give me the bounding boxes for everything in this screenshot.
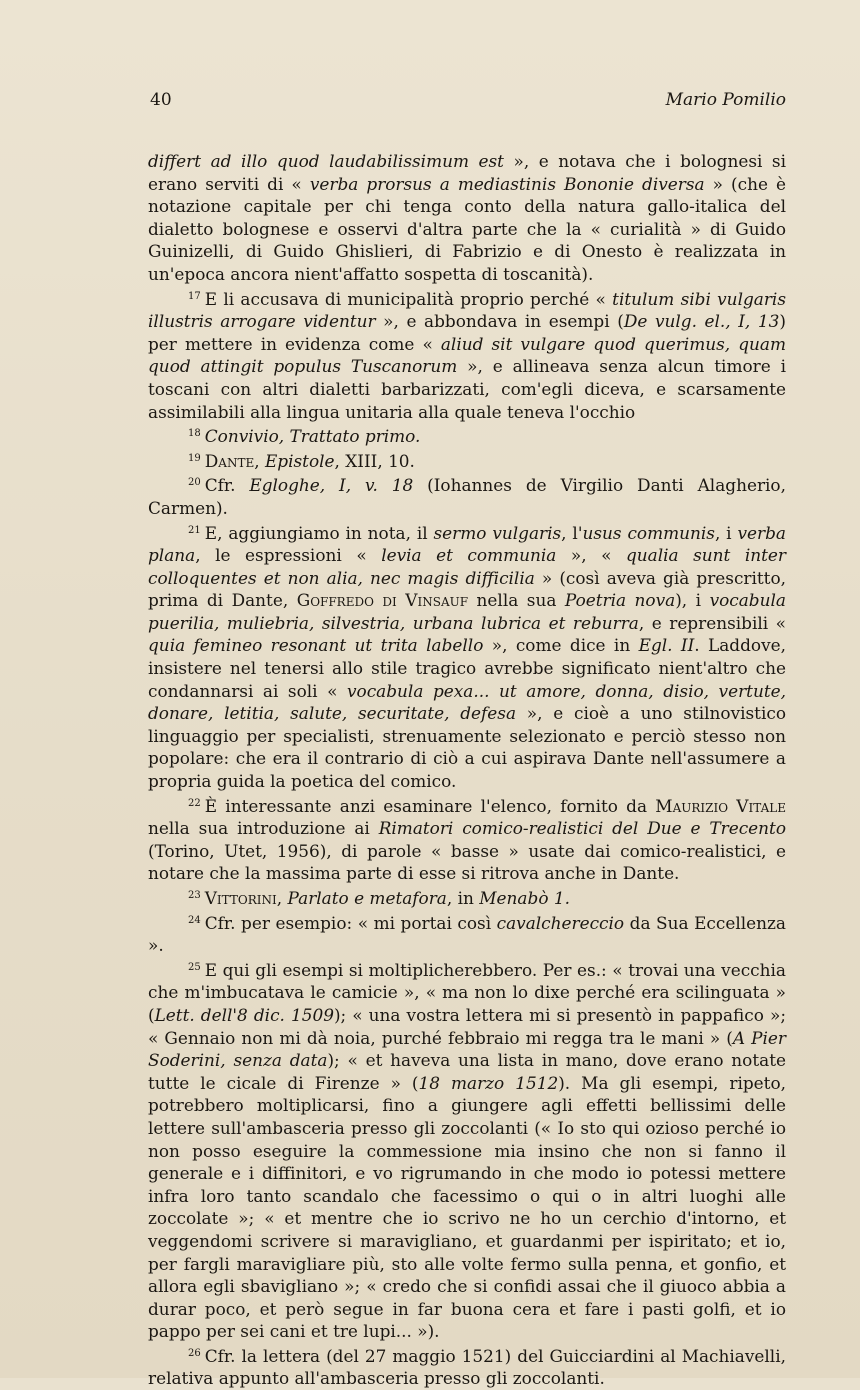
italic-text: levia et communia — [381, 545, 557, 566]
text-run: , e reprensibili « — [638, 612, 786, 633]
italic-text: sermo vulgaris — [433, 522, 562, 543]
italic-text: titulum sibi vulgaris illustris arrogare videntur — [148, 288, 786, 332]
italic-text: Convivio, Trattato primo. — [204, 426, 421, 447]
italic-text: A Pier Soderini, senza data — [148, 1027, 787, 1071]
text-run: Cfr. per esempio: « mi portai così — [204, 912, 497, 933]
italic-text: Egl. II — [638, 635, 695, 656]
footnote-23 — [148, 885, 786, 910]
text-run: » (così aveva già prescritto, prima di Dante, — [148, 567, 786, 611]
footnote-18 — [148, 423, 786, 448]
italic-text: vocabula puerilia, muliebria, silvestria, urbana lubrica et reburra — [148, 590, 786, 633]
text-run: , — [276, 888, 288, 908]
text-run: ). Ma gli esempi, ripeto, potrebbero moltiplicarsi, fino a giungere agli effetti bellissimi delle lettere sull'ambasceria presso gli zoccolanti (« Io sto qui ozioso perché io non posso eseguire la commessione mia insino che non si fanno il generale e i diffinitori, e vo rigrumando in che modo io potessi mettere infra loro tanto scandalo che facessimo o qui o in altri luoghi alle zoccolate »; « et mentre che io scrivo ne ho un cerchio d'intorno, et veggendomi scrivere si maravigliano, et guardanmi per ispiritato; et io, per fargli maravigliare più, sto alle volte fermo sulla penna, et gonfio, et allora egli sbavigliano »; « credo che si confidi assai che il giuoco abbia a durar poco, et però segue in far buona cera et fare i pasti golfi, et io pappo per sei cani et tre lupi... »). — [148, 1072, 786, 1342]
italic-text: verba prorsus a mediastinis Bononie diversa — [309, 173, 705, 194]
footnote-number: 17 — [188, 290, 201, 302]
text-run: , — [254, 450, 265, 471]
italic-text: verba plana — [148, 522, 786, 566]
italic-text: Egloghe, I, v. 18 — [249, 475, 414, 496]
italic-text: aliud sit vulgare quod querimus, quam quod attingit populus Tuscanorum — [148, 333, 786, 377]
footnote-number: 24 — [188, 914, 201, 926]
italic-text: Parlato e metafora — [287, 888, 447, 908]
text-run: », e allineava senza alcun timore i toscani con altri dialetti barbarizzati, com'egli diceva, e scarsamente assimilabili alla lingua unitaria alla quale teneva l'occhio — [148, 356, 786, 422]
italic-text: Rimatori comico-realistici del Due e Trecento — [378, 818, 786, 839]
text-run: (Torino, Utet, 1956), di parole « basse » usate dai comico-realistici, e notare che la massima parte di esse si ritrova anche in Dante. — [148, 840, 786, 884]
text-run: Cfr. la lettera (del 27 maggio 1521) del Guicciardini al Machiavelli, relativa appunto all'ambasceria presso gli zoccolanti. — [148, 1345, 786, 1389]
italic-text: 18 marzo 1512 — [418, 1072, 559, 1093]
text-run: ), i — [675, 590, 710, 611]
italic-text: cavalchereccio — [496, 912, 625, 933]
text-run: , XIII, 10. — [334, 450, 415, 471]
footnote-21 — [148, 520, 786, 793]
text-run: ); « una vostra lettera mi si presentò in pappafico »; « Gennaio non mi dà noia, purché febbraio mi regga tra le mani » ( — [148, 1004, 787, 1048]
text-run: , le espressioni « — [195, 545, 382, 566]
text-run: ) per mettere in evidenza come « — [148, 311, 786, 354]
footnote-20 — [148, 472, 786, 519]
italic-text: De vulg. el., I, 13 — [623, 311, 780, 332]
page-number: 40 — [150, 90, 172, 110]
text-run: », e cioè a uno stilnovistico linguaggio per specialisti, strenuamente selezionato e perciò stesso non popolare: che era il contrario di ciò a cui aspirava Dante nell'assumere a propria guida la poetica del comico. — [148, 703, 786, 792]
note-continuation — [148, 150, 786, 286]
footnote-26 — [148, 1343, 786, 1390]
author-name: Maurizio Vitale — [655, 795, 786, 816]
text-run: (Iohannes de Virgilio Danti Alagherio, Carmen). — [148, 475, 786, 518]
running-head-author: Mario Pomilio — [665, 90, 786, 110]
footnote-number: 18 — [188, 428, 201, 440]
text-run: , in — [446, 888, 480, 908]
text-run: » (che è notazione capitale per chi tenga conto della natura gallo-italica del dialetto bolognese e osservi d'altra parte che la « curialità » di Guido Guinizelli, di Guido Ghislieri, di Fabrizio e di Onesto è realizzata in un'epoca ancora nient'affatto sospetta di toscanità). — [148, 173, 786, 284]
italic-text: Epistole — [264, 450, 335, 471]
footnote-number: 20 — [188, 477, 201, 489]
author-name: Dante — [204, 450, 255, 471]
text-run: », e notava che i bolognesi si erano serviti di « — [148, 151, 786, 194]
italic-text: Poetria nova — [564, 590, 676, 611]
footnote-number: 26 — [188, 1347, 201, 1359]
text-run: », come dice in — [483, 635, 639, 656]
text-run: E li accusava di municipalità proprio perché « — [204, 288, 613, 309]
text-run: E, aggiungiamo in nota, il — [204, 522, 434, 543]
footnote-number: 19 — [188, 452, 201, 464]
text-run: ); « et haveva una lista in mano, dove erano notate tutte le cicale di Firenze » ( — [148, 1050, 786, 1093]
footnote-number: 25 — [188, 961, 201, 973]
footnote-number: 21 — [188, 524, 201, 536]
text-run: , l' — [561, 522, 583, 543]
footnote-number: 22 — [188, 797, 201, 809]
footnotes-body — [148, 150, 786, 1390]
text-run: E qui gli esempi si moltiplicherebbero. Per es.: « trovai una vecchia che m'imbucatava le camicie », « ma non lo dixe perché era scilinguata » ( — [148, 959, 786, 1025]
italic-text: quia femineo resonant ut trita labello — [148, 635, 484, 656]
author-name: Goffredo di Vinsauf — [296, 590, 469, 611]
text-run: », e abbondava in esempi ( — [375, 311, 624, 332]
footnote-22 — [148, 793, 786, 885]
text-run: Cfr. — [204, 475, 250, 496]
footnote-24 — [148, 910, 786, 957]
italic-text: differt ad illo quod laudabilissimum est — [148, 151, 504, 171]
italic-text: Lett. dell'8 dic. 1509 — [154, 1004, 334, 1025]
footnote-17 — [148, 286, 786, 424]
italic-text: vocabula pexa... ut amore, donna, disio, vertute, donare, letitia, salute, securitate, defesa — [148, 680, 786, 724]
text-run: », « — [556, 545, 626, 566]
italic-text: usus communis — [582, 522, 715, 543]
text-run: da Sua Eccellenza ». — [148, 912, 786, 956]
italic-text: Menabò 1. — [479, 888, 570, 908]
text-run: È interessante anzi esaminare l'elenco, fornito da — [204, 795, 656, 816]
footnote-25 — [148, 957, 786, 1343]
text-run: . Laddove, insistere nel tenersi allo stile tragico avrebbe significato nient'altro che condannarsi ai soli « — [148, 635, 787, 701]
italic-text: qualia sunt inter colloquentes et non alia, nec magis difficilia — [148, 545, 786, 588]
footnote-number: 23 — [188, 890, 201, 901]
footnote-19 — [148, 448, 786, 473]
running-header — [150, 90, 786, 110]
text-run: nella sua — [468, 590, 565, 611]
text-run: , i — [714, 522, 738, 543]
text-run: nella sua introduzione ai — [148, 818, 379, 839]
author-name: Vittorini — [204, 888, 277, 908]
